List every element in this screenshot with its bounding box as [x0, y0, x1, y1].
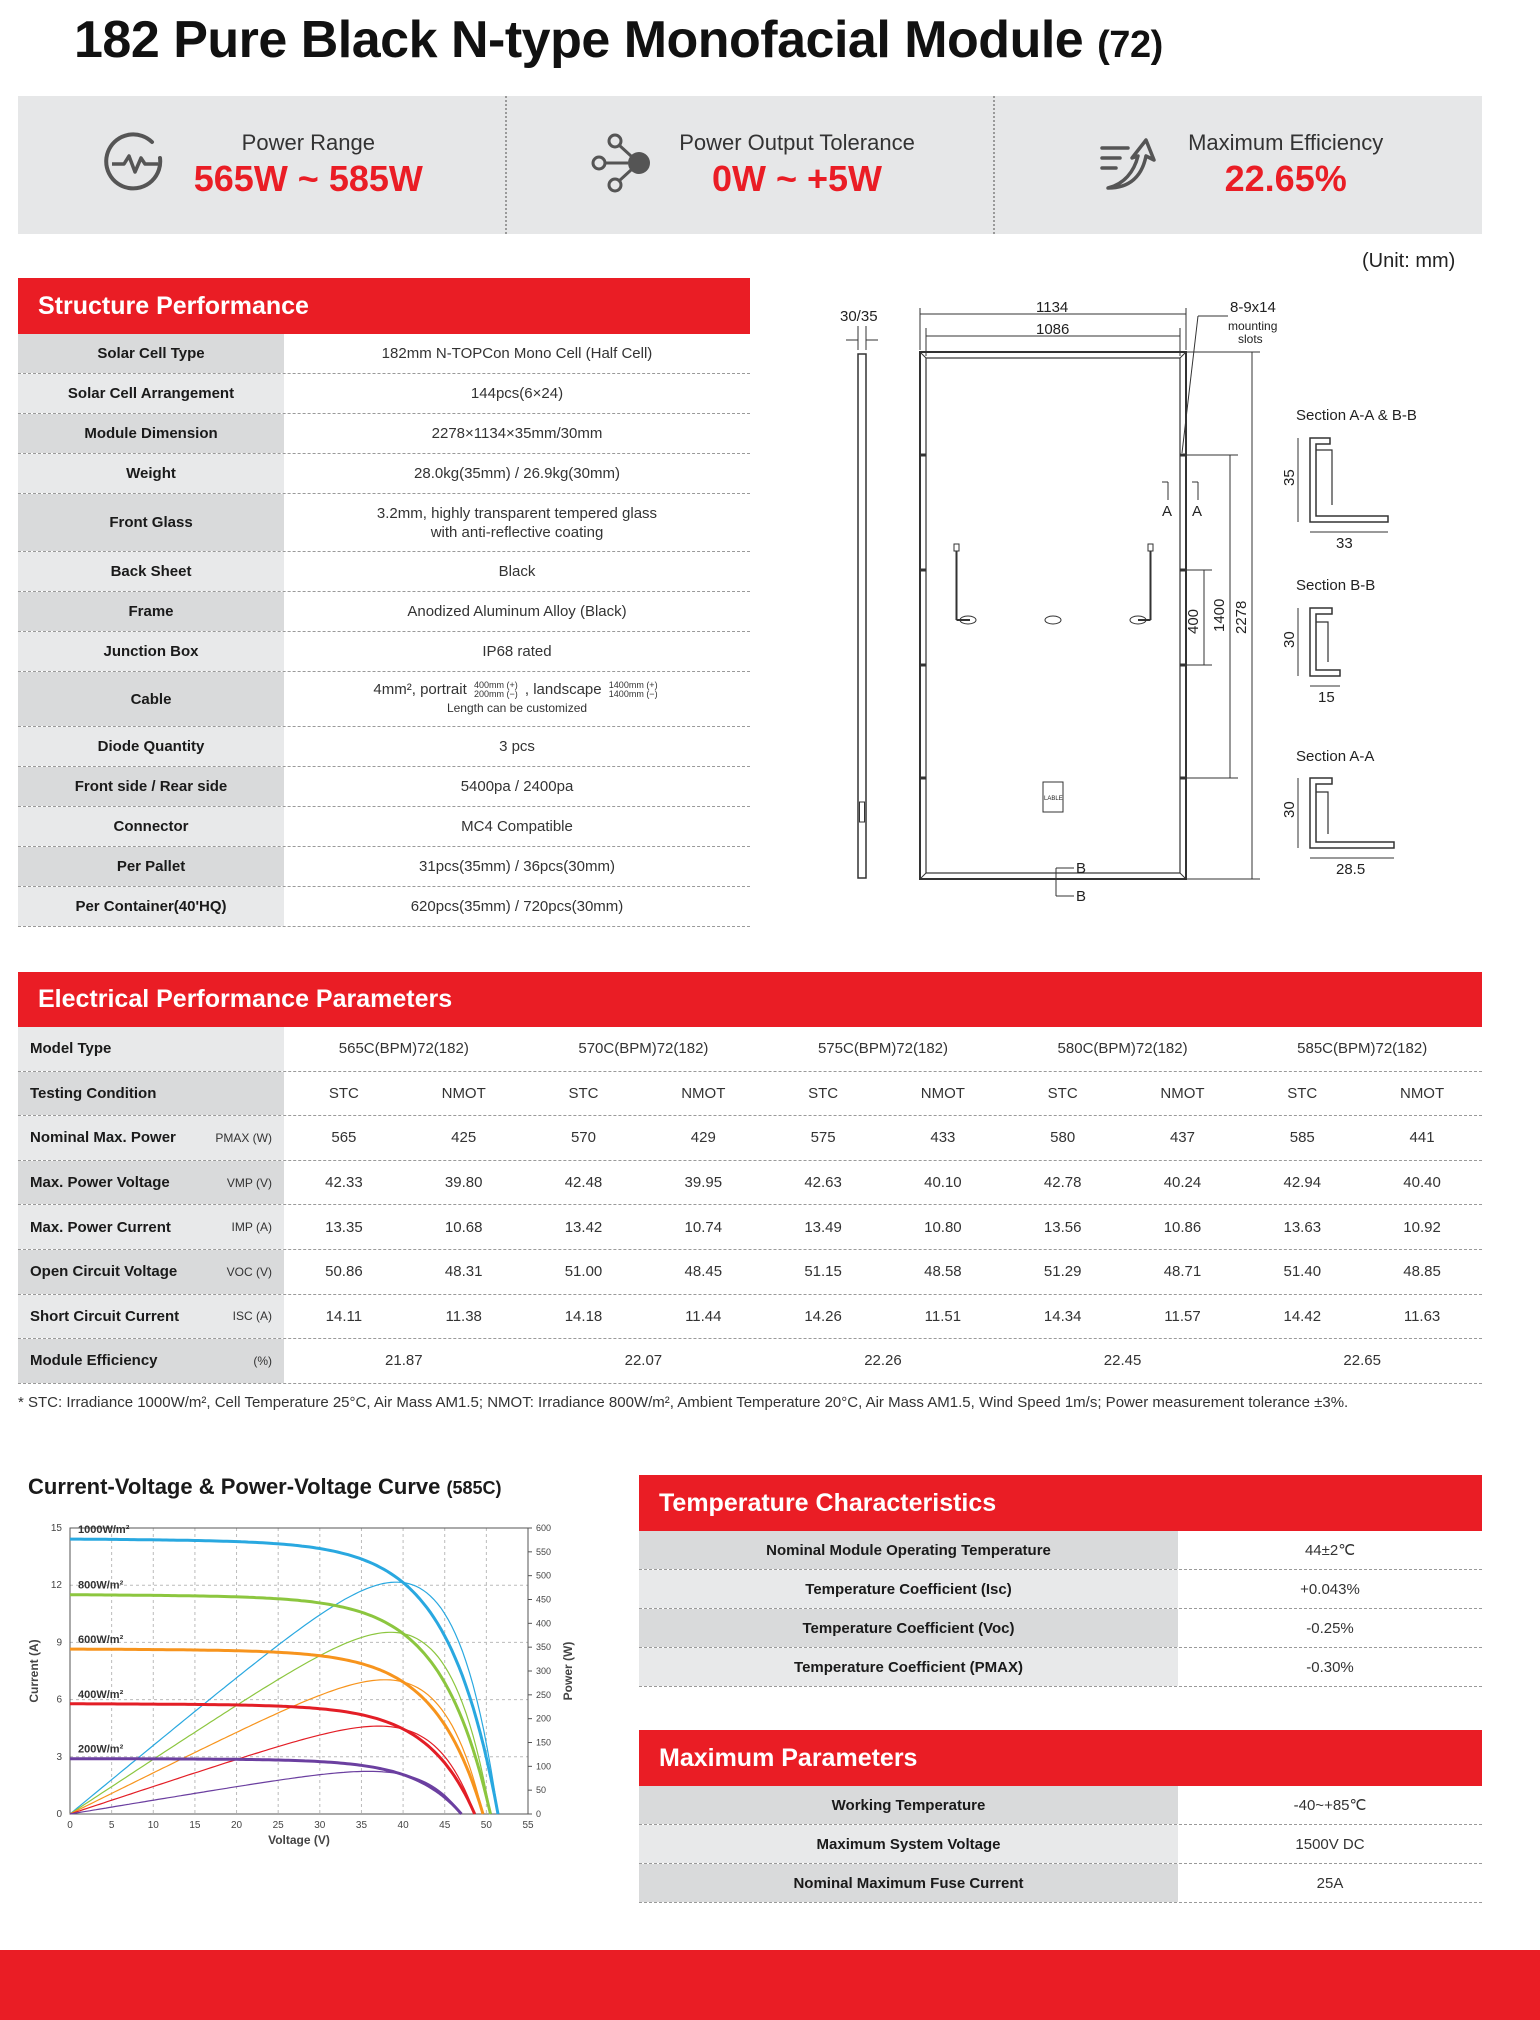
series-label: 1000W/m²	[78, 1524, 130, 1537]
row-label-text: Max. Power Voltage	[30, 1174, 170, 1192]
section-profile-bb	[1281, 577, 1375, 706]
table-cell: 13.49	[804, 1218, 842, 1236]
x-tick-label: 15	[189, 1820, 201, 1831]
sec3-height: 30	[1281, 801, 1298, 818]
table-row	[18, 1205, 1482, 1250]
table-row	[18, 374, 750, 414]
row-label: Solar Cell Type	[18, 334, 284, 373]
y-tick-label: 3	[56, 1751, 62, 1763]
section-profile-aa-bb	[1281, 407, 1417, 552]
row-label-text: Nominal Max. Power	[30, 1129, 176, 1147]
row-value: Anodized Aluminum Alloy (Black)	[407, 603, 627, 620]
y2-tick-label: 400	[536, 1618, 552, 1629]
table-row	[18, 672, 750, 727]
table-row	[18, 1161, 1482, 1206]
model-name-cell: 565C(BPM)72(182)	[338, 1040, 469, 1058]
hole-span-label: 1400	[1211, 598, 1228, 632]
row-value: 3 pcs	[499, 738, 535, 755]
table-cell: 10.92	[1403, 1218, 1441, 1236]
row-value: -0.30%	[1306, 1658, 1354, 1676]
row-unit: (%)	[253, 1353, 272, 1368]
y2-tick-label: 550	[536, 1546, 552, 1557]
table-cell: 10.80	[924, 1218, 962, 1236]
table-row	[18, 1116, 1482, 1161]
row-value	[284, 672, 750, 726]
table-cell: 13.35	[325, 1218, 363, 1236]
table-row	[18, 454, 750, 494]
row-value: 144pcs(6×24)	[470, 385, 564, 402]
width-dimensions	[920, 299, 1186, 356]
table-cell: 51.15	[804, 1263, 842, 1281]
mounting-sub2: slots	[1238, 332, 1263, 346]
cable-portrait-neg: 200mm (−)	[473, 689, 518, 700]
y2-tick-label: 50	[536, 1785, 547, 1796]
table-cell: 40.10	[924, 1174, 962, 1192]
section-b-top: B	[1076, 860, 1087, 877]
table-row	[18, 1027, 1482, 1072]
row-label	[18, 1072, 284, 1116]
table-cell: NMOT	[681, 1084, 726, 1102]
maximum-parameters-table	[639, 1730, 1482, 1903]
table-cell: STC	[328, 1084, 359, 1102]
table-cell: 575	[810, 1129, 836, 1147]
row-label: Front Glass	[18, 494, 284, 551]
table-cell: 39.95	[684, 1174, 723, 1192]
row-label	[18, 1027, 284, 1071]
row-label: Working Temperature	[639, 1786, 1178, 1824]
length-label: 2278	[1233, 600, 1250, 634]
pv-curve	[70, 1726, 475, 1814]
table-cell: 40.24	[1163, 1174, 1202, 1192]
row-value-line2: with anti-reflective coating	[430, 523, 604, 541]
y-axis-label: Current (A)	[27, 1639, 41, 1703]
table-row	[18, 494, 750, 552]
sec1-height: 35	[1281, 469, 1298, 486]
table-cell: 42.63	[804, 1174, 842, 1192]
table-row	[18, 887, 750, 927]
row-label-text: Short Circuit Current	[30, 1307, 180, 1325]
sec1-width: 33	[1336, 535, 1353, 552]
table-cell: 13.42	[564, 1218, 603, 1236]
width-outer-label: 1134	[1036, 299, 1069, 316]
electrical-performance-table	[18, 972, 1482, 1384]
section-bb-title: Section B-B	[1296, 577, 1376, 594]
cable-spec	[373, 680, 660, 699]
module-dimension-drawing	[820, 290, 1520, 930]
key-specs-banner	[18, 96, 1482, 234]
table-cell: 42.94	[1283, 1174, 1322, 1192]
cable-note: Length can be customized	[446, 701, 588, 716]
table-cell: 13.63	[1283, 1218, 1322, 1236]
footer-band	[0, 1950, 1540, 2020]
row-label-text: Max. Power Current	[30, 1218, 171, 1236]
chart-title-main: Current-Voltage & Power-Voltage Curve	[28, 1474, 441, 1499]
table-cell: 441	[1409, 1129, 1435, 1147]
cable-landscape-lengths	[609, 681, 658, 699]
table-cell: STC	[568, 1084, 599, 1102]
table-row	[639, 1609, 1482, 1648]
sec2-height: 30	[1281, 631, 1298, 648]
row-label-text: Open Circuit Voltage	[30, 1263, 178, 1281]
section-b-bottom: B	[1076, 888, 1087, 905]
table-row	[639, 1864, 1482, 1903]
y-tick-label: 12	[50, 1580, 62, 1592]
y-tick-label: 6	[56, 1694, 62, 1706]
spec-label: Power Output Tolerance	[679, 130, 915, 155]
table-cell: 433	[930, 1129, 956, 1147]
model-name-cell: 585C(BPM)72(182)	[1297, 1040, 1428, 1058]
row-label	[18, 1161, 284, 1205]
x-tick-label: 10	[147, 1820, 159, 1831]
spec-value: 22.65%	[1224, 158, 1347, 199]
table-cell: 42.48	[564, 1174, 603, 1192]
mounting-slots-callout	[1182, 299, 1277, 453]
y2-tick-label: 600	[536, 1523, 552, 1533]
y2-tick-label: 350	[536, 1642, 552, 1653]
row-label	[18, 1339, 284, 1383]
structure-performance-table	[18, 278, 750, 927]
model-name-cell: 575C(BPM)72(182)	[817, 1040, 949, 1058]
table-cell: 565	[331, 1129, 357, 1147]
x-tick-label: 0	[67, 1820, 73, 1831]
row-value: 620pcs(35mm) / 720pcs(30mm)	[410, 898, 624, 915]
section-aa-bb-title: Section A-A & B-B	[1296, 407, 1417, 424]
row-unit: IMP (A)	[231, 1220, 272, 1235]
row-value: 1500V DC	[1295, 1835, 1365, 1853]
row-unit: ISC (A)	[232, 1309, 272, 1324]
row-value: Black	[498, 563, 536, 580]
table-cell: 10.74	[684, 1218, 723, 1236]
series-label: 200W/m²	[78, 1743, 124, 1756]
cable-portrait-label: 4mm², portrait	[373, 680, 467, 698]
table-cell: 570	[570, 1129, 596, 1147]
table-row	[18, 632, 750, 672]
table-cell: 21.87	[385, 1352, 423, 1370]
y2-tick-label: 150	[536, 1737, 552, 1748]
table-cell: 51.00	[564, 1263, 603, 1281]
sec3-width: 28.5	[1336, 861, 1366, 878]
table-cell: NMOT	[441, 1084, 486, 1102]
row-unit: VOC (V)	[226, 1264, 272, 1279]
y2-tick-label: 0	[536, 1809, 542, 1819]
table-row	[18, 807, 750, 847]
y2-axis-label: Power (W)	[561, 1641, 575, 1701]
table-row	[18, 847, 750, 887]
row-value: 44±2℃	[1304, 1542, 1356, 1559]
series-label: 800W/m²	[78, 1579, 124, 1592]
table-cell: 10.68	[444, 1218, 483, 1236]
x-tick-label: 35	[355, 1820, 368, 1831]
row-label: Maximum System Voltage	[639, 1825, 1178, 1863]
table-cell: 437	[1169, 1129, 1195, 1147]
table-cell: 11.44	[685, 1307, 722, 1325]
table-cell: NMOT	[1399, 1084, 1445, 1102]
model-name-cell: 580C(BPM)72(182)	[1057, 1040, 1188, 1058]
unit-note: (Unit: mm)	[1362, 250, 1456, 272]
table-cell: 580	[1050, 1129, 1076, 1147]
table-cell: 22.26	[864, 1352, 902, 1370]
row-label: Nominal Maximum Fuse Current	[639, 1864, 1178, 1902]
table-cell: STC	[808, 1084, 839, 1102]
section-header: Temperature Characteristics	[639, 1475, 1482, 1531]
table-cell: 51.40	[1283, 1263, 1322, 1281]
table-cell: 48.45	[684, 1263, 723, 1281]
module-back-view	[920, 352, 1186, 879]
table-row	[639, 1825, 1482, 1864]
row-label: Per Container(40'HQ)	[18, 887, 284, 926]
row-label: Junction Box	[18, 632, 284, 671]
row-label: Diode Quantity	[18, 727, 284, 766]
page-title	[74, 10, 1163, 70]
x-axis-label: Voltage (V)	[268, 1833, 330, 1847]
model-name-cell: 570C(BPM)72(182)	[578, 1040, 709, 1058]
spec-power-range	[18, 96, 505, 234]
row-label	[18, 1116, 284, 1160]
table-row	[18, 767, 750, 807]
spec-max-efficiency	[993, 96, 1482, 234]
section-b-cut-mark	[1056, 860, 1086, 905]
x-tick-label: 30	[314, 1820, 326, 1831]
row-label: Frame	[18, 592, 284, 631]
row-label: Connector	[18, 807, 284, 846]
page-title-main: 182 Pure Black N-type Monofacial Module	[74, 11, 1084, 69]
table-row	[18, 1295, 1482, 1340]
table-cell: NMOT	[1160, 1084, 1205, 1102]
table-row	[639, 1531, 1482, 1570]
table-cell: 51.29	[1043, 1263, 1082, 1281]
section-aa-title: Section A-A	[1296, 748, 1375, 765]
row-label: Cable	[18, 672, 284, 726]
table-cell: STC	[1047, 1084, 1078, 1102]
y2-tick-label: 250	[536, 1689, 552, 1700]
section-header: Structure Performance	[18, 278, 750, 334]
row-value: MC4 Compatible	[461, 818, 573, 835]
row-label	[18, 1295, 284, 1339]
table-cell: NMOT	[920, 1084, 965, 1102]
x-tick-label: 50	[480, 1820, 492, 1831]
table-row	[639, 1786, 1482, 1825]
row-value: IP68 rated	[482, 643, 552, 660]
table-cell: 50.86	[325, 1263, 363, 1281]
section-a-cut-mark	[1162, 482, 1202, 520]
table-row	[639, 1570, 1482, 1609]
row-value: +0.043%	[1300, 1580, 1360, 1598]
table-cell: 585	[1289, 1129, 1315, 1147]
table-row	[18, 552, 750, 592]
cable-landscape-neg: 1400mm (−)	[608, 689, 658, 700]
row-label: Front side / Rear side	[18, 767, 284, 806]
table-row	[18, 727, 750, 767]
page-title-suffix: (72)	[1097, 24, 1163, 66]
table-cell: 22.45	[1103, 1352, 1142, 1370]
table-row	[639, 1648, 1482, 1687]
row-value-line1: 3.2mm, highly transparent tempered glass	[376, 504, 658, 522]
chart-title	[28, 1474, 502, 1500]
row-value: 2278×1134×35mm/30mm	[431, 425, 603, 442]
table-cell: 429	[690, 1129, 716, 1147]
row-value: 5400pa / 2400pa	[460, 778, 574, 795]
x-tick-label: 20	[230, 1820, 243, 1831]
table-cell: 48.58	[924, 1263, 962, 1281]
spec-power-tolerance	[505, 96, 994, 234]
row-label: Module Dimension	[18, 414, 284, 453]
row-label	[18, 1250, 284, 1294]
row-value: 25A	[1316, 1874, 1344, 1892]
section-profile-aa	[1281, 748, 1394, 878]
row-label: Nominal Module Operating Temperature	[639, 1531, 1178, 1569]
row-label	[18, 1205, 284, 1249]
row-label-text: Model Type	[30, 1040, 112, 1058]
table-cell: 22.07	[624, 1352, 663, 1370]
table-cell: 10.86	[1163, 1218, 1202, 1236]
table-cell: STC	[1287, 1084, 1318, 1102]
section-header: Maximum Parameters	[639, 1730, 1482, 1786]
cable-landscape-pos: 1400mm (+)	[608, 680, 658, 691]
iv-pv-curve-chart	[20, 1510, 580, 1850]
label-box-text: LABLE	[1044, 796, 1063, 802]
table-cell: 14.11	[325, 1307, 363, 1325]
y-tick-label: 9	[56, 1637, 62, 1649]
row-label: Temperature Coefficient (PMAX)	[639, 1648, 1178, 1686]
spec-label: Power Range	[241, 130, 375, 155]
table-row	[18, 1339, 1482, 1384]
x-tick-label: 55	[522, 1820, 534, 1831]
table-cell: 48.31	[444, 1263, 483, 1281]
cable-portrait-pos: 400mm (+)	[473, 680, 518, 691]
row-value: 31pcs(35mm) / 36pcs(30mm)	[419, 858, 615, 875]
table-cell: 425	[451, 1129, 477, 1147]
table-cell: 14.18	[564, 1307, 603, 1325]
table-row	[18, 1250, 1482, 1295]
series-label: 400W/m²	[78, 1688, 124, 1701]
test-conditions-note: * STC: Irradiance 1000W/m², Cell Temperature 25°C, Air Mass AM1.5; NMOT: Irradiance 800W/m², Ambient Temperature 20°C, Air Mass AM1.5, Wind Speed 1m/s; Power measurement tolerance ±3%.	[18, 1394, 1349, 1411]
row-value: 28.0kg(35mm) / 26.9kg(30mm)	[414, 465, 620, 482]
y2-tick-label: 300	[536, 1666, 552, 1676]
table-cell: 11.57	[1164, 1307, 1201, 1325]
y-tick-label: 15	[50, 1523, 62, 1534]
y2-tick-label: 450	[536, 1594, 552, 1605]
table-cell: 11.51	[924, 1307, 962, 1325]
table-cell: 40.40	[1403, 1174, 1441, 1192]
section-a-right: A	[1192, 503, 1203, 520]
frame-side-profile	[840, 308, 878, 878]
inner-hole-span-label: 400	[1185, 608, 1202, 634]
x-tick-label: 5	[108, 1820, 115, 1831]
cable-landscape-label: , landscape	[524, 680, 602, 698]
x-tick-label: 45	[439, 1820, 451, 1831]
cable-portrait-lengths	[474, 681, 518, 699]
y-tick-label: 0	[56, 1809, 62, 1820]
iv-curve	[70, 1649, 483, 1814]
row-unit: PMAX (W)	[215, 1130, 272, 1145]
row-label: Temperature Coefficient (Voc)	[639, 1609, 1178, 1647]
table-cell: 14.26	[804, 1307, 842, 1325]
row-label-text: Testing Condition	[30, 1084, 157, 1102]
row-label: Back Sheet	[18, 552, 284, 591]
pulse-gauge-icon	[100, 128, 170, 203]
spec-value: 0W ~ +5W	[711, 158, 883, 199]
row-label: Per Pallet	[18, 847, 284, 886]
table-cell: 14.34	[1043, 1307, 1082, 1325]
row-value: 182mm N-TOPCon Mono Cell (Half Cell)	[381, 345, 653, 362]
table-cell: 48.71	[1163, 1263, 1202, 1281]
table-cell: 11.38	[445, 1307, 482, 1325]
table-cell: 42.78	[1043, 1174, 1082, 1192]
row-label: Solar Cell Arrangement	[18, 374, 284, 413]
row-label-text: Module Efficiency	[30, 1352, 158, 1370]
table-cell: 22.65	[1343, 1352, 1381, 1370]
x-tick-label: 25	[272, 1820, 284, 1831]
network-nodes-icon	[585, 128, 655, 203]
x-tick-label: 40	[397, 1820, 409, 1831]
mounting-size-label: 8-9x14	[1230, 299, 1276, 316]
row-value	[284, 494, 750, 551]
frame-thickness-label: 30/35	[840, 308, 878, 325]
length-dimensions	[1185, 352, 1260, 879]
table-cell: 11.63	[1403, 1307, 1441, 1325]
row-unit: VMP (V)	[226, 1175, 272, 1190]
table-cell: 48.85	[1403, 1263, 1441, 1281]
temperature-characteristics-table	[639, 1475, 1482, 1687]
y2-tick-label: 200	[536, 1713, 552, 1724]
width-inner-label: 1086	[1036, 321, 1070, 338]
row-label: Weight	[18, 454, 284, 493]
spec-value: 565W ~ 585W	[193, 158, 423, 199]
table-row	[18, 334, 750, 374]
table-cell: 14.42	[1283, 1307, 1322, 1325]
table-cell: 13.56	[1043, 1218, 1082, 1236]
table-cell: 42.33	[325, 1174, 363, 1192]
chart-title-suffix: (585C)	[446, 1478, 502, 1498]
table-row	[18, 1072, 1482, 1117]
section-header: Electrical Performance Parameters	[18, 972, 1482, 1027]
y2-tick-label: 100	[536, 1761, 552, 1772]
row-value: -0.25%	[1306, 1619, 1354, 1637]
mounting-sub1: mounting	[1228, 319, 1278, 333]
table-row	[18, 592, 750, 632]
table-row	[18, 414, 750, 454]
row-label: Temperature Coefficient (Isc)	[639, 1570, 1178, 1608]
row-value: -40~+85℃	[1293, 1797, 1367, 1814]
sec2-width: 15	[1318, 689, 1335, 706]
y2-tick-label: 500	[536, 1570, 552, 1581]
efficiency-arrow-icon	[1094, 128, 1164, 203]
section-a-left: A	[1162, 503, 1173, 520]
spec-label: Maximum Efficiency	[1188, 130, 1384, 155]
series-label: 600W/m²	[78, 1634, 124, 1647]
table-cell: 39.80	[444, 1174, 483, 1192]
